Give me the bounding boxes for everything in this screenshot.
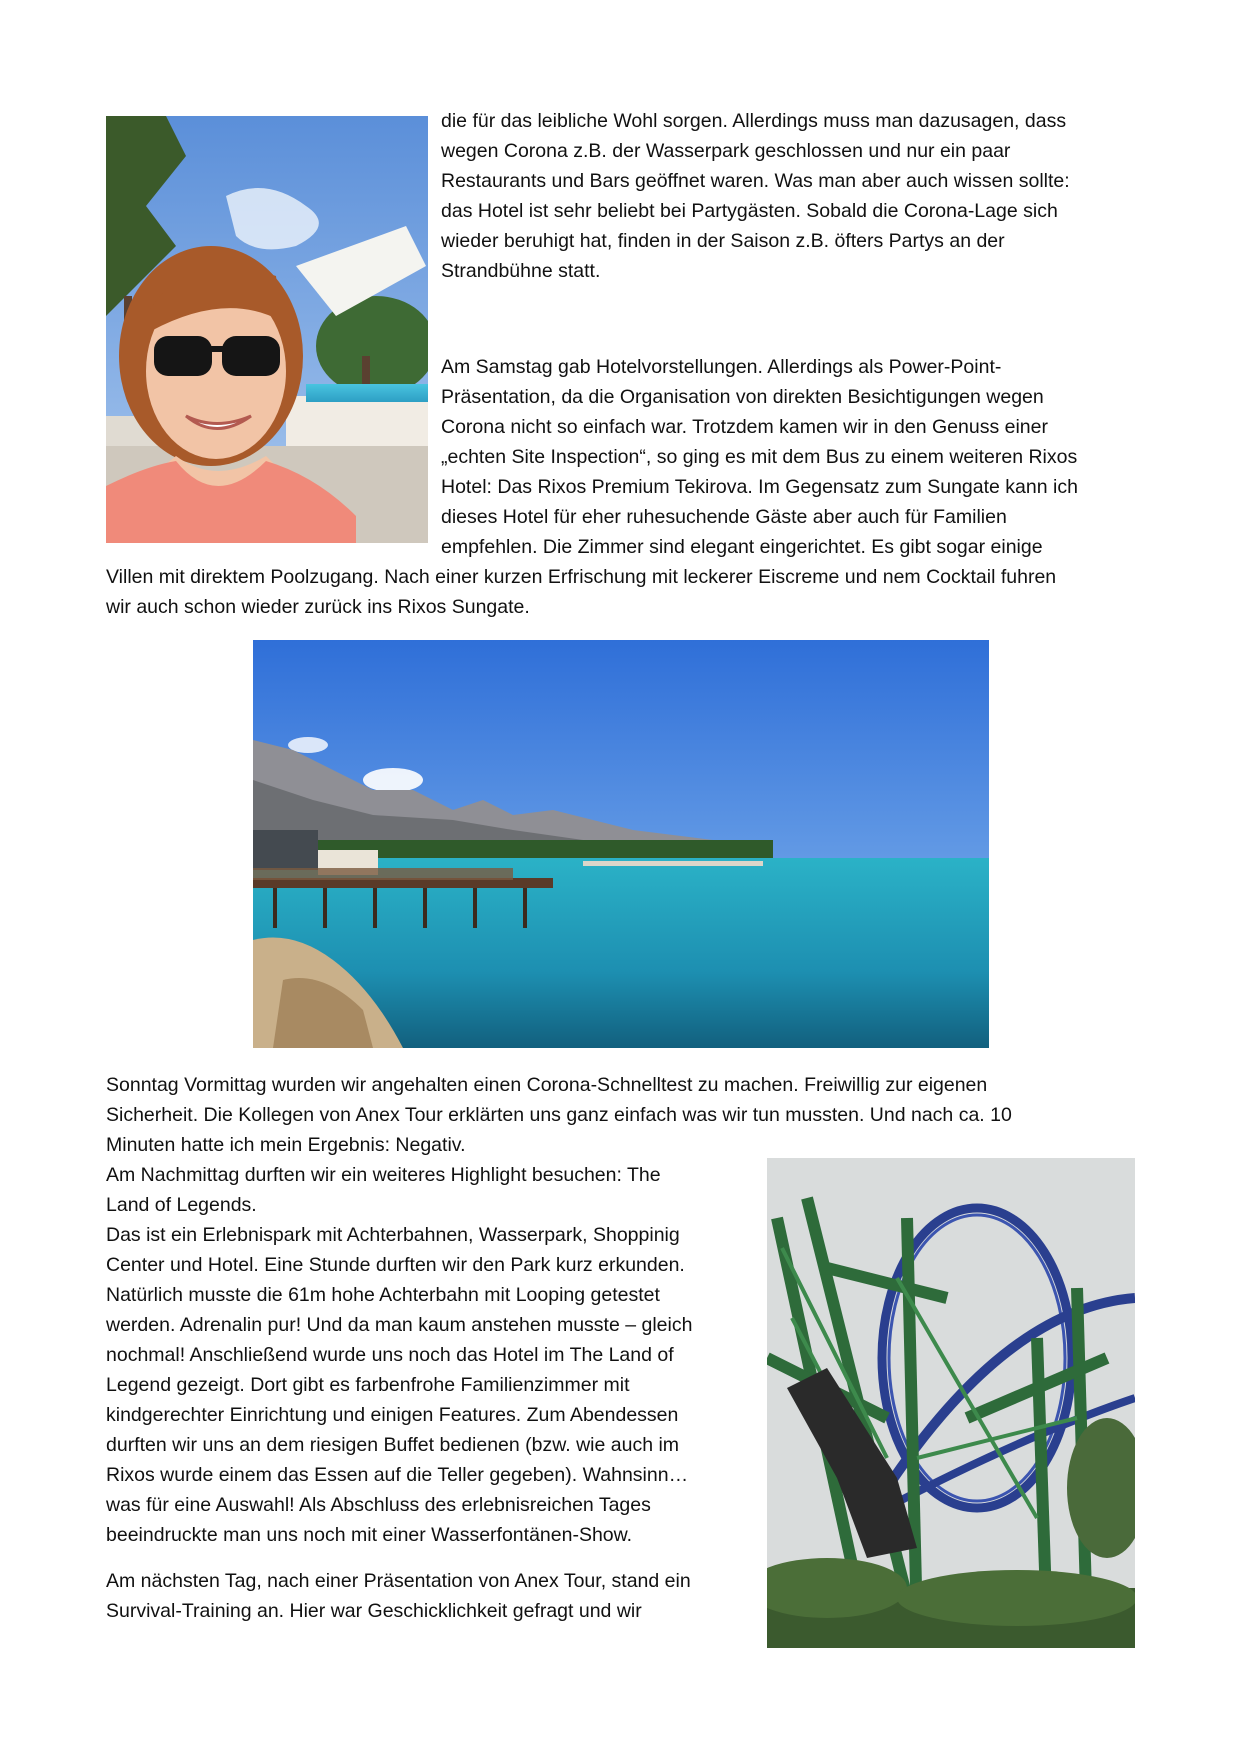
text-line: wir auch schon wieder zurück ins Rixos Sungate. — [106, 596, 530, 618]
text-line: Am Nachmittag durften wir ein weiteres Highlight besuchen: The — [106, 1164, 661, 1186]
text-line: Sicherheit. Die Kollegen von Anex Tour erklärten uns ganz einfach was wir tun mussten. Und nach ca. 10 — [106, 1104, 1012, 1126]
text-line: Rixos wurde einem das Essen auf die Teller gegeben). Wahnsinn… — [106, 1464, 689, 1486]
paragraph-saturday-continued — [106, 562, 1146, 622]
paragraph-saturday — [441, 352, 1141, 562]
paragraph-sunday — [106, 1070, 1146, 1160]
text-line: Villen mit direktem Poolzugang. Nach einer kurzen Erfrischung mit leckerer Eiscreme und nem Cocktail fuhren — [106, 566, 1057, 588]
text-line: Restaurants und Bars geöffnet waren. Was man aber auch wissen sollte: — [441, 170, 1070, 192]
text-line: Am Samstag gab Hotelvorstellungen. Allerdings als Power-Point- — [441, 356, 1002, 378]
text-line: Land of Legends. — [106, 1194, 257, 1216]
text-line: Survival-Training an. Hier war Geschicklichkeit gefragt und wir — [106, 1600, 642, 1622]
paragraph-next-day — [106, 1566, 756, 1626]
text-line: Das ist ein Erlebnispark mit Achterbahnen, Wasserpark, Shoppinig — [106, 1224, 680, 1246]
selfie-photo — [106, 116, 428, 543]
text-line: nochmal! Anschließend wurde uns noch das Hotel im The Land of — [106, 1344, 674, 1366]
text-line: werden. Adrenalin pur! Und da man kaum anstehen musste – gleich — [106, 1314, 693, 1336]
paragraph-food-and-party — [441, 106, 1141, 286]
roller-coaster-photo — [767, 1158, 1135, 1648]
text-line: die für das leibliche Wohl sorgen. Allerdings muss man dazusagen, dass — [441, 110, 1067, 132]
text-line: Natürlich musste die 61m hohe Achterbahn mit Looping getestet — [106, 1284, 660, 1306]
text-line: Präsentation, da die Organisation von direkten Besichtigungen wegen — [441, 386, 1044, 408]
paragraph-land-of-legends — [106, 1160, 756, 1550]
text-line: durften wir uns an dem riesigen Buffet bedienen (bzw. wie auch im — [106, 1434, 680, 1456]
text-line: dieses Hotel für eher ruhesuchende Gäste aber auch für Familien — [441, 506, 1007, 528]
text-line: Minuten hatte ich mein Ergebnis: Negativ. — [106, 1134, 466, 1156]
text-line: „echten Site Inspection“, so ging es mit dem Bus zu einem weiteren Rixos — [441, 446, 1078, 468]
text-line: Strandbühne statt. — [441, 260, 601, 282]
text-line: wegen Corona z.B. der Wasserpark geschlossen und nur ein paar — [441, 140, 1011, 162]
text-line: kindgerechter Einrichtung und einigen Features. Zum Abendessen — [106, 1404, 679, 1426]
text-line: empfehlen. Die Zimmer sind elegant eingerichtet. Es gibt sogar einige — [441, 536, 1043, 558]
text-line: das Hotel ist sehr beliebt bei Partygästen. Sobald die Corona-Lage sich — [441, 200, 1058, 222]
text-line: Am nächsten Tag, nach einer Präsentation von Anex Tour, stand ein — [106, 1570, 691, 1592]
text-line: Corona nicht so einfach war. Trotzdem kamen wir in den Genuss einer — [441, 416, 1048, 438]
text-line: Center und Hotel. Eine Stunde durften wir den Park kurz erkunden. — [106, 1254, 685, 1276]
text-line: Legend gezeigt. Dort gibt es farbenfrohe Familienzimmer mit — [106, 1374, 630, 1396]
text-line: Hotel: Das Rixos Premium Tekirova. Im Gegensatz zum Sungate kann ich — [441, 476, 1078, 498]
text-line: beeindruckte man uns noch mit einer Wasserfontänen-Show. — [106, 1524, 633, 1546]
text-line: wieder beruhigt hat, finden in der Saison z.B. öfters Partys an der — [441, 230, 1005, 252]
beach-photo — [253, 640, 989, 1048]
text-line: was für eine Auswahl! Als Abschluss des erlebnisreichen Tages — [106, 1494, 651, 1516]
text-line: Sonntag Vormittag wurden wir angehalten einen Corona-Schnelltest zu machen. Freiwillig zur eigenen — [106, 1074, 988, 1096]
